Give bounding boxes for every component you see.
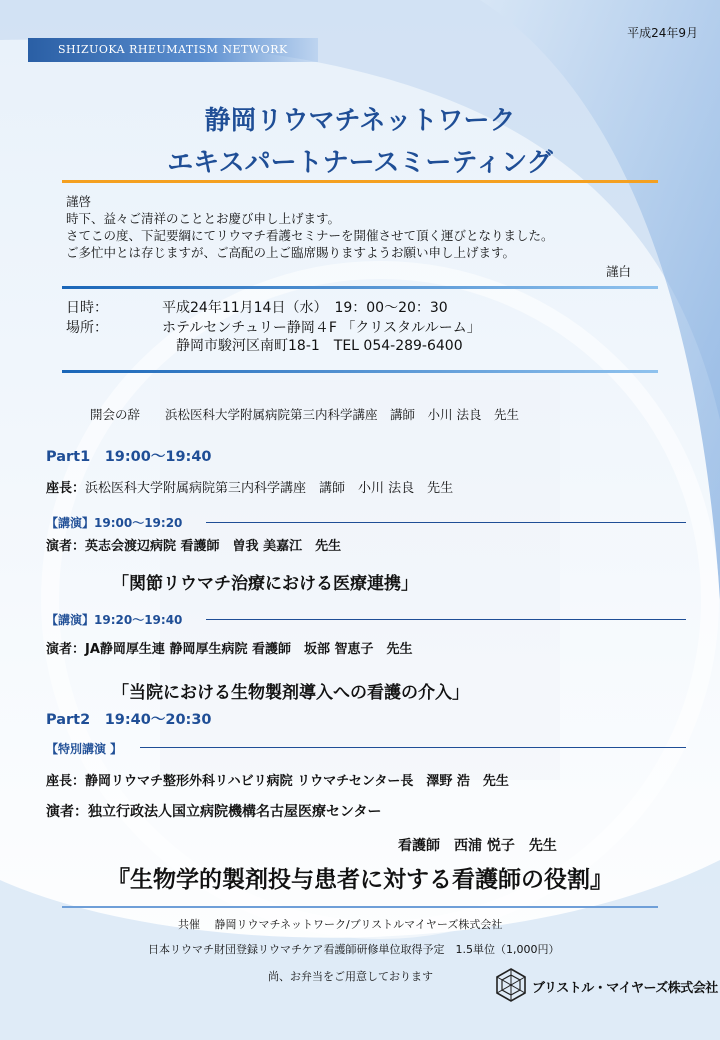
letter-line3: ご多忙中とは存じますが、ご高配の上ご臨席賜りますようお願い申し上げます。 [66,245,516,260]
part1-chair [46,477,453,496]
divider-top [62,286,658,289]
special-lecture-title: 『生物学的製剤投与患者に対する看護師の役割』 [107,867,613,893]
sponsor: 共催 静岡リウマチネットワーク/ブリストルマイヤーズ株式会社 [178,918,503,931]
part2-speaker [46,801,381,821]
credit-note: 日本リウマチ財団登録リウマチケア看護師研修単位取得予定 1.5単位（1,000円） [148,943,560,956]
lecture2-speaker-value: JA静岡厚生連 静岡厚生病院 看護師 坂部 智恵子 先生 [85,642,413,657]
letter-closing: 謹白 [606,264,632,279]
lecture2-title: 「当院における生物製剤導入への看護の介入」 [112,683,469,703]
lecture2-line [206,619,686,620]
lecture2-speaker-label: 演者： [46,642,86,657]
special-lecture-tag: 【特別講演 】 [46,742,123,756]
bms-logo-icon [494,968,528,1002]
issue-date: 平成24年9月 [627,26,698,40]
company-logo [494,968,718,1004]
lecture2-speaker [46,638,413,657]
part2-speaker-label: 演者： [46,804,88,820]
part1-heading: Part1 19:00〜19:40 [46,449,212,465]
page-title-line1: 静岡リウマチネットワーク [204,106,516,136]
part2-heading: Part2 19:40〜20:30 [46,712,212,728]
place-value: ホテルセンチュリー静岡４F 「クリスタルルーム」 [162,320,481,336]
opening-remarks: 開会の辞 浜松医科大学附属病院第三内科学講座 講師 小川 法良 先生 [90,407,519,422]
part2-speaker-title: 看護師 西浦 悦子 先生 [398,838,557,854]
special-lecture-line [140,747,686,748]
part1-chair-label: 座長： [46,481,86,496]
divider-bottom [62,906,658,908]
part2-chair [46,770,509,789]
part2-chair-value: 静岡リウマチ整形外科リハビリ病院 リウマチセンター長 澤野 浩 先生 [85,774,509,789]
title-underline [62,180,658,183]
place-label: 場所： [66,320,108,336]
logo-text: ブリストル・マイヤーズ株式会社 [532,981,718,996]
lecture2-tag: 【講演】19:20〜19:40 [46,613,183,627]
lecture1-title: 「関節リウマチ治療における医療連携」 [112,574,418,594]
lecture1-speaker-label: 演者： [46,539,86,554]
lecture1-speaker [46,535,341,554]
part1-chair-value: 浜松医科大学附属病院第三内科学講座 講師 小川 法良 先生 [85,481,454,496]
greeting-letter [66,193,554,261]
part2-speaker-value: 独立行政法人国立病院機構名古屋医療センター [88,804,382,820]
datetime-label: 日時： [66,300,108,316]
address: 静岡市駿河区南町18-1 TEL 054-289-6400 [176,338,463,354]
divider-middle [62,370,658,373]
lunch-note: 尚、お弁当をご用意しております [268,970,433,983]
page-title-line2: エキスパートナースミーティング [167,148,553,178]
letter-opening: 謹啓 [66,194,92,209]
letter-line2: さてこの度、下記要綱にてリウマチ看護セミナーを開催させて頂く運びとなりました。 [66,228,554,243]
letter-line1: 時下、益々ご清祥のこととお慶び申し上げます。 [66,211,341,226]
lecture1-line [206,522,686,523]
lecture1-tag: 【講演】19:00〜19:20 [46,516,183,530]
datetime-value: 平成24年11月14日（水） 19：00〜20：30 [162,300,448,316]
network-banner: SHIZUOKA RHEUMATISM NETWORK [28,38,318,62]
part2-chair-label: 座長： [46,774,86,789]
lecture1-speaker-value: 英志会渡辺病院 看護師 曽我 美嘉江 先生 [85,539,342,554]
